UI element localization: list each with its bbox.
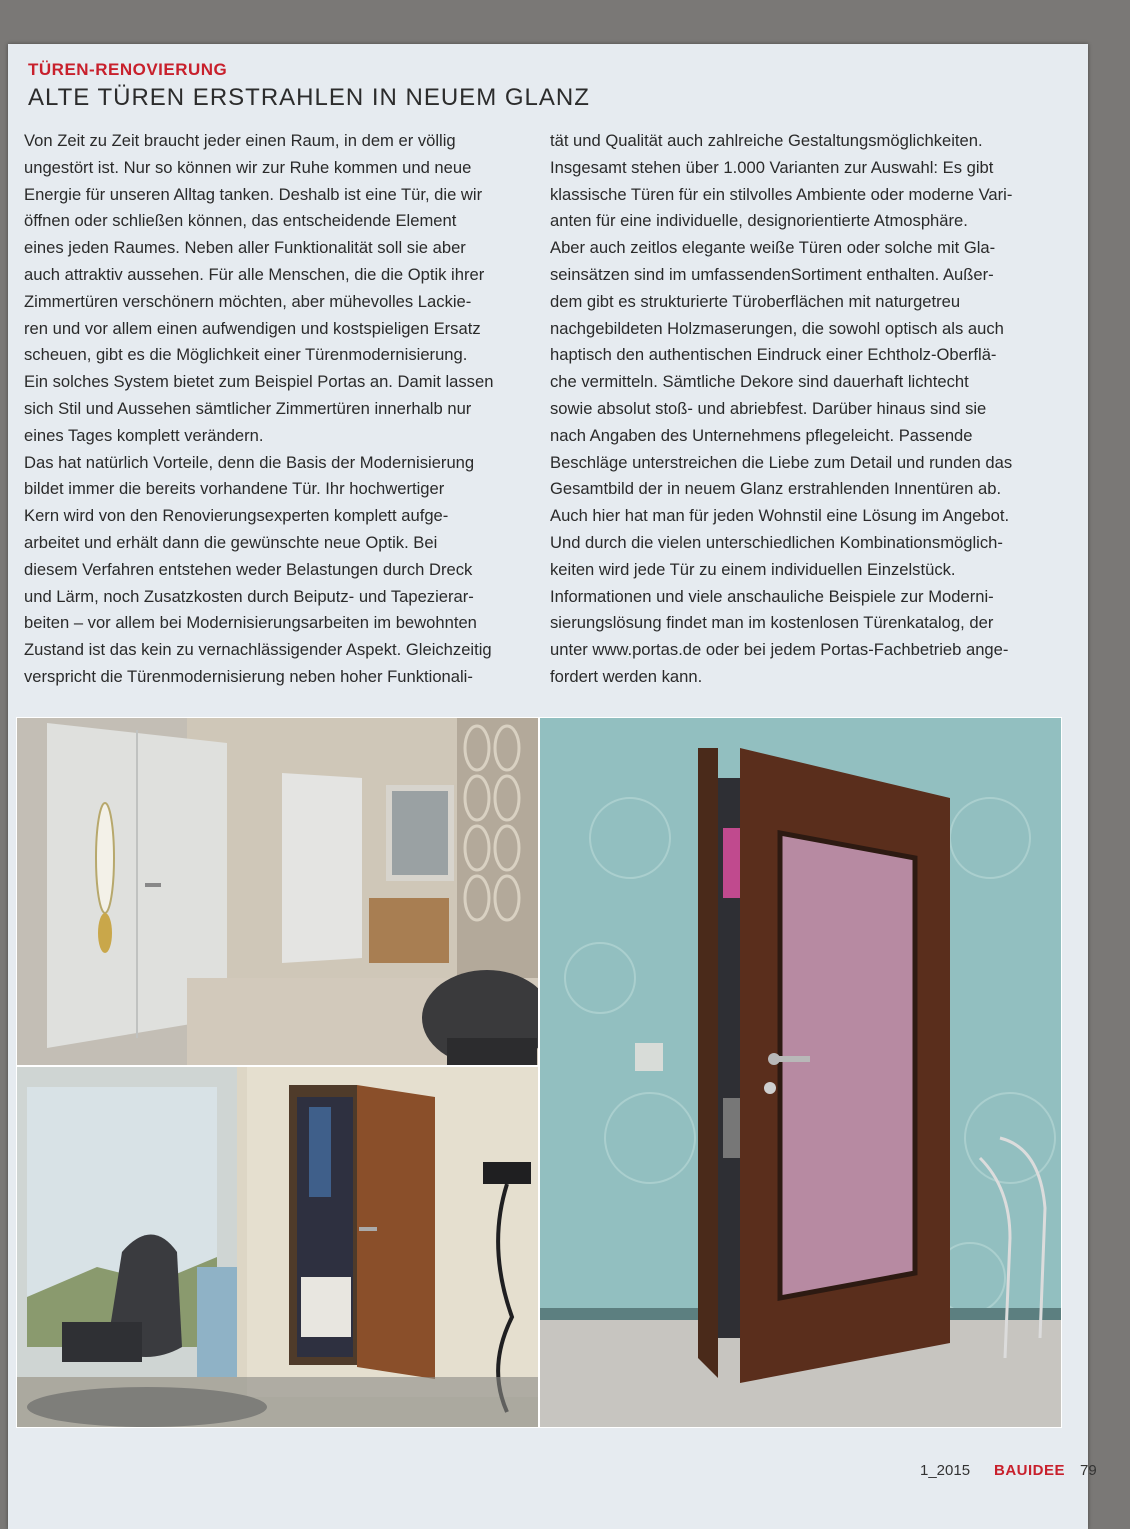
text-line: tät und Qualität auch zahlreiche Gestaltungsmöglichkeiten. xyxy=(550,131,983,150)
photo-wooden-door-wardrobe xyxy=(16,1066,539,1428)
text-line: fordert werden kann. xyxy=(550,666,703,686)
text-line: öffnen oder schließen können, das entscheidende Element xyxy=(24,211,457,231)
article-column-left xyxy=(24,128,520,691)
glass-door-illustration xyxy=(540,718,1061,1427)
text-line: Energie für unseren Alltag tanken. Deshalb ist eine Tür, die wir xyxy=(24,184,483,204)
text-line: che vermitteln. Sämtliche Dekore sind dauerhaft lichtecht xyxy=(550,372,969,392)
issue-number: 1_2015 xyxy=(920,1462,971,1479)
article-headline: ALTE TÜREN ERSTRAHLEN IN NEUEM GLANZ xyxy=(28,84,590,111)
page-number: 79 xyxy=(1080,1462,1097,1479)
text-line: sierungslösung findet man im kostenlosen Türenkatalog, der xyxy=(550,613,994,633)
text-line: sowie absolut stoß- und abriebfest. Darüber hinaus sind sie xyxy=(550,398,987,418)
magazine-page xyxy=(8,44,1097,1529)
text-line: und Lärm, noch Zusatzkosten durch Beiputz- und Tapezierar- xyxy=(24,586,474,606)
text-line: auch attraktiv aussehen. Für alle Menschen, die die Optik ihrer xyxy=(24,264,485,284)
text-line: Insgesamt stehen über 1.000 Varianten zur Auswahl: Es gibt xyxy=(550,157,994,177)
text-line: sich Stil und Aussehen sämtlicher Zimmertüren innerhalb nur xyxy=(24,398,472,418)
text-line: Kern wird von den Renovierungsexperten komplett aufge- xyxy=(24,506,449,526)
text-line: Zustand ist das kein zu vernachlässigender Aspekt. Gleichzeitig xyxy=(24,640,492,660)
text-line: arbeitet und erhält dann die gewünschte neue Optik. Bei xyxy=(24,532,438,552)
text-line: nach Angaben des Unternehmens pflegeleicht. Passende xyxy=(550,425,973,445)
text-line: keiten wird jede Tür zu einem individuellen Einzelstück. xyxy=(550,559,956,579)
text-line: nachgebildeten Holzmaserungen, die sowohl optisch als auch xyxy=(550,318,1004,338)
hallway-illustration xyxy=(17,718,538,1065)
text-line: Ein solches System bietet zum Beispiel Portas an. Damit lassen xyxy=(24,372,494,392)
text-line: seinsätzen sind im umfassendenSortiment enthalten. Außer- xyxy=(550,264,994,284)
text-line: diesem Verfahren entstehen weder Belastungen durch Dreck xyxy=(24,559,473,579)
text-line: Informationen und viele anschauliche Beispiele zur Moderni- xyxy=(550,586,994,606)
section-kicker: TÜREN-RENOVIERUNG xyxy=(28,60,228,79)
text-line: dem gibt es strukturierte Türoberflächen mit naturgetreu xyxy=(550,291,961,311)
text-line: haptisch den authentischen Eindruck einer Echtholz-Oberflä- xyxy=(550,345,997,365)
photo-dark-door-glass-insert xyxy=(539,717,1062,1428)
text-line: Auch hier hat man für jeden Wohnstil eine Lösung im Angebot. xyxy=(550,506,1010,526)
text-line: bildet immer die bereits vorhandene Tür. Ihr hochwertiger xyxy=(24,479,445,499)
text-line: klassische Türen für ein stilvolles Ambiente oder moderne Vari- xyxy=(550,184,1013,204)
text-line: Gesamtbild der in neuem Glanz erstrahlenden Innentüren ab. xyxy=(550,479,1002,499)
text-line: ungestört ist. Nur so können wir zur Ruhe kommen und neue xyxy=(24,157,472,177)
article-column-right xyxy=(550,128,1070,691)
wardrobe-illustration xyxy=(17,1067,538,1427)
text-line: unter www.portas.de oder bei jedem Portas-Fachbetrieb ange- xyxy=(550,640,1009,660)
text-line: Beschläge unterstreichen die Liebe zum Detail und runden das xyxy=(550,452,1013,472)
text-line: Das hat natürlich Vorteile, denn die Basis der Modernisierung xyxy=(24,452,475,472)
text-line: ren und vor allem einen aufwendigen und kostspieligen Ersatz xyxy=(24,318,481,338)
text-line: eines jeden Raumes. Neben aller Funktionalität soll sie aber xyxy=(24,238,466,258)
text-line: scheuen, gibt es die Möglichkeit einer Türenmodernisierung. xyxy=(24,345,468,365)
text-line: verspricht die Türenmodernisierung neben hoher Funktionali- xyxy=(24,666,473,686)
text-line: beiten – vor allem bei Modernisierungsarbeiten im bewohnten xyxy=(24,613,477,633)
text-line: Und durch die vielen unterschiedlichen Kombinationsmöglich- xyxy=(550,532,1003,552)
text-line: Zimmertüren verschönern möchten, aber mühevolles Lackie- xyxy=(24,291,472,311)
text-line: eines Tages komplett verändern. xyxy=(24,425,264,445)
text-line: anten für eine individuelle, designorientierte Atmosphäre. xyxy=(550,211,968,231)
magazine-brand: BAUIDEE xyxy=(994,1462,1066,1479)
text-line: Von Zeit zu Zeit braucht jeder einen Raum, in dem er völlig xyxy=(24,131,456,150)
text-line: Aber auch zeitlos elegante weiße Türen oder solche mit Gla- xyxy=(550,238,996,258)
photo-white-doors-hallway xyxy=(16,717,539,1066)
